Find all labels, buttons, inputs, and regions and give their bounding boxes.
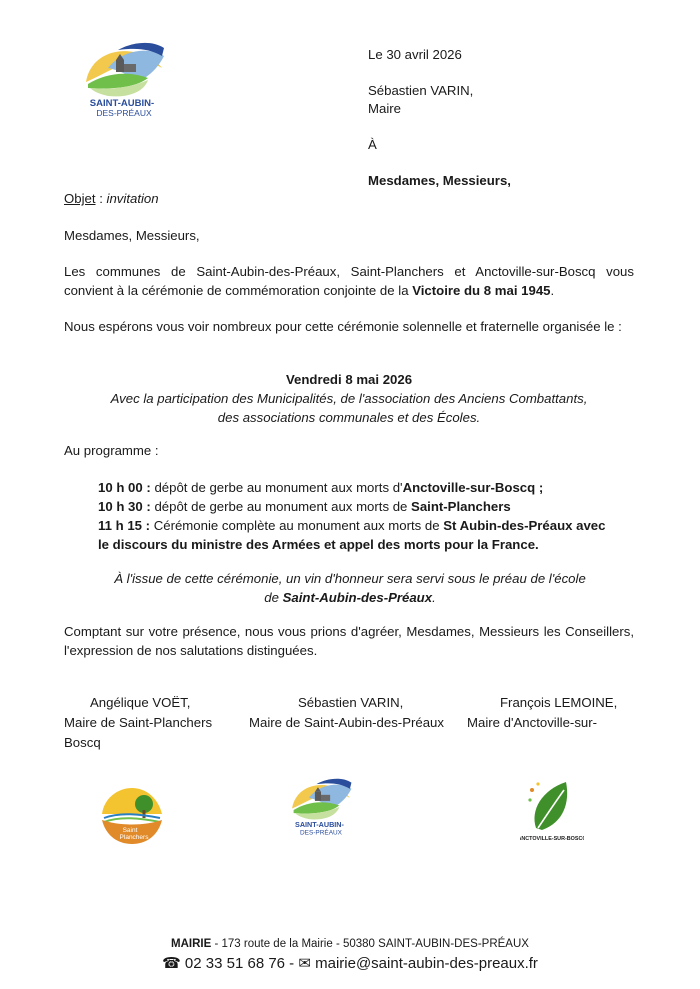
saint-aubin-logo: [78, 38, 170, 122]
footer-address: [0, 938, 700, 950]
saint-aubin-logo-small: [286, 772, 356, 842]
programme-list: [98, 478, 605, 554]
programme-time: 10 h 30 :: [98, 499, 151, 514]
signature-title-varin: Maire de Saint-Aubin-des-Préaux: [249, 715, 444, 730]
programme-label: Au programme :: [64, 443, 159, 458]
closing-note-place: Saint-Aubin-des-Préaux: [282, 590, 433, 605]
letter-date: Le 30 avril 2026: [368, 47, 462, 62]
footer-contact: [0, 954, 700, 972]
signature-title-lemoine: Maire d'Anctoville-sur-: [467, 715, 598, 730]
intro-paragraph: [64, 262, 634, 300]
footer-mairie-label: MAIRIE: [171, 938, 212, 950]
phone-icon: ☎: [162, 955, 181, 972]
anctoville-text: ANCTOVILLE-SUR-BOSCQ: [520, 836, 584, 842]
programme-text: dépôt de gerbe au monument aux morts d': [150, 480, 403, 495]
signature-name-voet: Angélique VOËT,: [90, 695, 191, 710]
footer-email[interactable]: mairie@saint-aubin-des-preaux.fr: [315, 955, 538, 972]
programme-time: 10 h 00 :: [98, 480, 151, 495]
event-block: [64, 370, 634, 427]
intro-text: Les communes de Saint-Aubin-des-Préaux, Saint-Planchers et Anctoville-sur-Boscq vous convient à la cérémonie de commémoration conjointe de la: [64, 264, 634, 298]
programme-place: St Aubin-des-Préaux avec: [443, 518, 606, 533]
sender-name: Sébastien VARIN,: [368, 83, 474, 98]
saint-planchers-logo: [100, 784, 164, 846]
letter-header: [368, 46, 511, 190]
event-participation-2: des associations communales et des Écoles.: [217, 410, 481, 425]
signature-title-voet: Maire de Saint-Planchers: [64, 715, 213, 730]
subject-separator: :: [95, 191, 107, 206]
closing-note: [110, 569, 590, 607]
logo-text-line1: SAINT-AUBIN-: [89, 98, 155, 109]
footer-separator: -: [285, 955, 299, 972]
programme-extra: le discours du ministre des Armées et appel des morts pour la France.: [98, 537, 539, 552]
subject-line: [64, 191, 159, 206]
closing-note-text: À l'issue de cette cérémonie, un vin d'honneur sera servi sous le préau de l'école de: [114, 571, 586, 605]
planchers-text-2: Planchers: [119, 834, 149, 841]
logo-small-text-2: DES-PRÉAUX: [300, 829, 342, 837]
subject-value: invitation: [106, 191, 159, 206]
subject-label: Objet: [64, 191, 96, 206]
programme-place: Saint-Planchers: [411, 499, 511, 514]
programme-place: Anctoville-sur-Boscq ;: [402, 480, 544, 495]
intro-end: .: [550, 283, 555, 298]
programme-text: dépôt de gerbe au monument aux morts de: [150, 499, 412, 514]
footer-address-text: - 173 route de la Mairie - 50380 SAINT-AUBIN-DES-PRÉAUX: [211, 938, 529, 950]
closing-note-end: .: [432, 590, 436, 605]
email-icon: ✉: [298, 955, 311, 972]
anctoville-logo: [520, 776, 584, 846]
intro-highlight: Victoire du 8 mai 1945: [412, 283, 551, 298]
event-participation-1: Avec la participation des Municipalités, de l'association des Anciens Combattants,: [110, 391, 588, 406]
sender-title: Maire: [368, 101, 401, 116]
signature-title-cont: Boscq: [64, 735, 101, 750]
hope-paragraph: Nous espérons vous voir nombreux pour cette cérémonie solennelle et fraternelle organisée le :: [64, 319, 622, 334]
closing-paragraph: Comptant sur votre présence, nous vous prions d'agréer, Mesdames, Messieurs les Conseillers, l'expression de nos salutations distinguées.: [64, 624, 634, 658]
recipients: Mesdames, Messieurs,: [368, 173, 511, 188]
programme-item: [98, 516, 605, 535]
logo-small-text-1: SAINT-AUBIN-: [295, 819, 344, 829]
salutation: Mesdames, Messieurs,: [64, 228, 200, 243]
logo-text-line2: DES-PRÉAUX: [96, 108, 152, 118]
planchers-text-1: Saint: [122, 827, 138, 834]
programme-item: [98, 497, 605, 516]
event-date: Vendredi 8 mai 2026: [285, 372, 413, 387]
footer-phone: 02 33 51 68 76: [184, 955, 286, 972]
programme-time: 11 h 15 :: [98, 518, 151, 533]
to-label: À: [368, 137, 377, 152]
signature-name-varin: Sébastien VARIN,: [298, 695, 404, 710]
signature-name-lemoine: François LEMOINE,: [500, 695, 618, 710]
programme-item: [98, 478, 605, 497]
programme-text: Cérémonie complète au monument aux morts de: [150, 518, 444, 533]
